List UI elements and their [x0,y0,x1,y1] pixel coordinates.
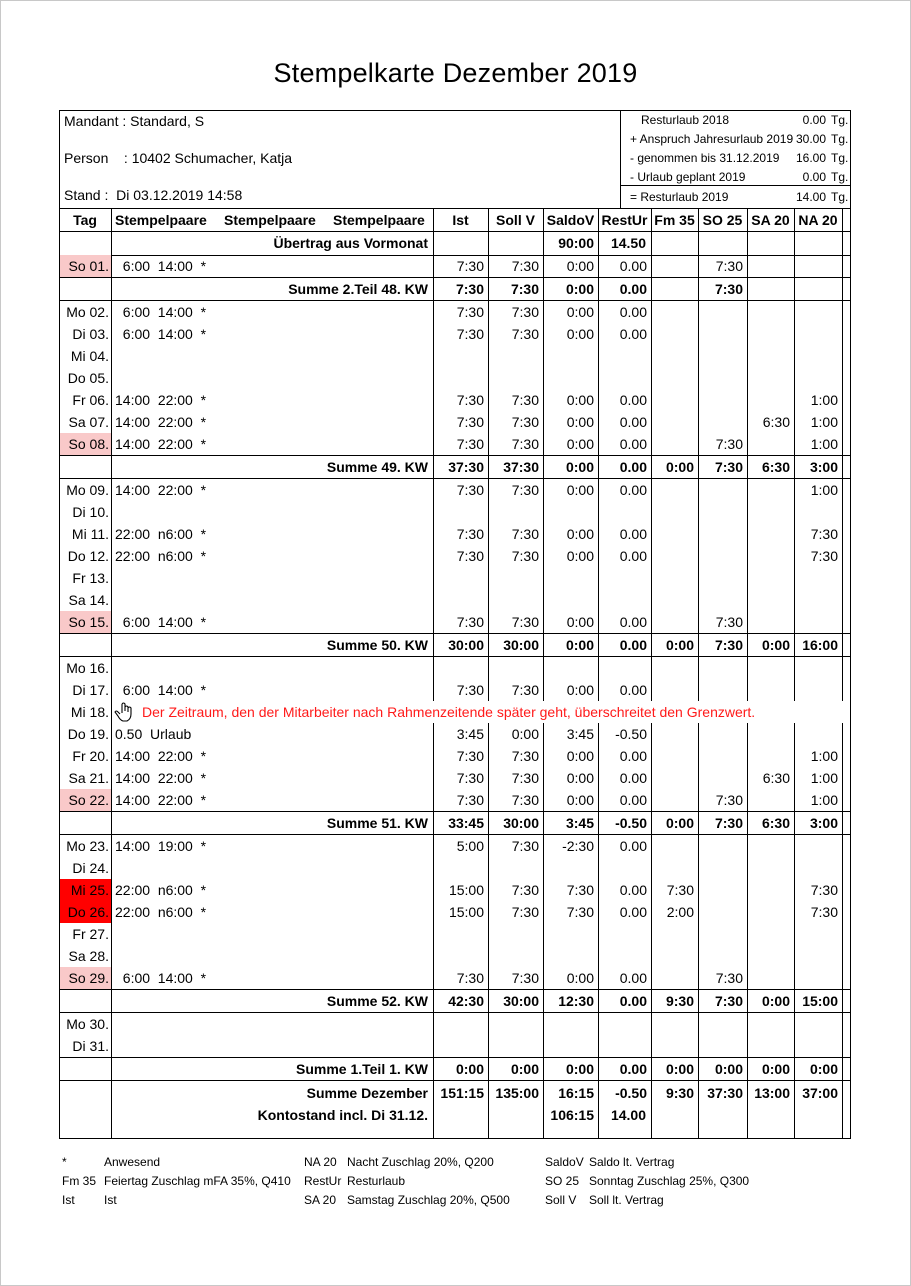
col-stempelpaare: Stempelpaare [224,212,316,228]
value-restur: 0.00 [619,304,647,320]
value-saldo: 0:00 [566,258,594,274]
vacation-value: 0.00 [802,170,826,184]
column-divider [842,208,843,1138]
col-ist: Ist [452,212,469,228]
month-total-ist: 151:15 [440,1085,484,1101]
day-label: So 15. [60,611,111,633]
sum-label: Summe 2.Teil 48. KW [288,281,428,297]
day-label: Sa 14. [68,592,109,608]
value-soll: 7:30 [511,436,539,452]
value-restur: 0.00 [619,838,647,854]
stamp-pairs: 22:00 n6:00 * [115,526,207,542]
value-saldo: 0:00 [566,392,594,408]
value-soll: 7:30 [511,770,539,786]
day-label: Fr 13. [72,570,109,586]
value-saldo: 7:30 [566,882,594,898]
legend-desc: Nacht Zuschlag 20%, Q200 [347,1155,494,1169]
value-na20: 7:30 [810,882,838,898]
month-total-sa20: 13:00 [754,1085,790,1101]
value-fm35: 2:00 [666,904,694,920]
value-soll: 7:30 [511,326,539,342]
sum-saldo: 0:00 [565,637,594,653]
sum-fm35: 0:00 [665,637,694,653]
sum-so25: 7:30 [714,815,743,831]
legend-key: Ist [62,1193,75,1207]
day-label: Di 24. [72,860,109,876]
value-so25: 7:30 [715,792,743,808]
value-sa20: 6:30 [762,414,790,430]
stamp-pairs: 22:00 n6:00 * [115,904,207,920]
day-label: Mo 09. [66,482,109,498]
value-ist: 7:30 [456,392,484,408]
vacation-divider [620,110,621,209]
value-saldo: 0:00 [566,682,594,698]
vacation-unit: Tg. [831,151,849,165]
col-saldo: SaldoV [546,212,595,228]
legend-key: * [62,1155,67,1169]
sum-soll: 7:30 [510,281,539,297]
value-soll: 7:30 [511,414,539,430]
col-stempelpaare: Stempelpaare [115,212,207,228]
day-label: Mo 02. [66,304,109,320]
sum-restur: 0.00 [619,281,647,297]
value-na20: 1:00 [810,392,838,408]
value-so25: 7:30 [715,970,743,986]
value-restur: 0.00 [619,682,647,698]
month-total-so25: 37:30 [707,1085,743,1101]
value-ist: 7:30 [456,414,484,430]
stamp-pairs: 6:00 14:00 * [115,614,207,630]
value-restur: 0.00 [619,970,647,986]
legend-desc: Sonntag Zuschlag 25%, Q300 [589,1174,750,1188]
day-label: Di 17. [72,682,109,698]
value-ist: 7:30 [456,326,484,342]
legend-desc: Saldo lt. Vertrag [589,1155,675,1169]
stamp-pairs: 14:00 22:00 * [115,748,207,764]
value-na20: 1:00 [810,436,838,452]
value-saldo: 0:00 [566,614,594,630]
sum-fm35: 0:00 [665,815,694,831]
value-restur: 0.00 [619,904,647,920]
day-label: Di 31. [72,1038,109,1054]
sum-restur: 0.00 [619,459,647,475]
value-saldo: 0:00 [566,526,594,542]
sum-soll: 30:00 [503,993,539,1009]
vacation-rule [620,185,851,186]
day-label: Mo 16. [66,660,109,676]
value-saldo: 0:00 [566,326,594,342]
value-ist: 7:30 [456,682,484,698]
carry-restur: 14.50 [610,235,646,251]
sum-so25: 7:30 [714,281,743,297]
sum-ist: 37:30 [448,459,484,475]
stamp-pairs: 14:00 22:00 * [115,482,207,498]
person-label: Person : 10402 Schumacher, Katja [64,150,293,166]
sum-so25: 7:30 [714,637,743,653]
sum-soll: 30:00 [503,637,539,653]
value-ist: 7:30 [456,526,484,542]
day-label: Mo 23. [66,838,109,854]
vacation-value: 30.00 [795,132,826,146]
vacation-value: 0.00 [802,113,826,127]
value-restur: -0.50 [615,726,647,742]
value-soll: 7:30 [511,392,539,408]
day-label: So 29. [60,967,111,989]
sum-sa20: 6:30 [761,459,790,475]
day-label: Do 12. [67,548,109,564]
day-label: Fr 06. [72,392,109,408]
day-label: Mi 18. [70,704,109,720]
day-label: Di 03. [72,326,109,342]
warning-text: Der Zeitraum, den der Mitarbeiter nach Rahmenzeitende später geht, überschreitet den Grenzwert. [142,704,756,720]
rule [59,656,851,657]
value-ist: 5:00 [456,838,484,854]
day-label: Sa 21. [68,770,109,786]
sum-restur: -0.50 [615,815,647,831]
column-divider [850,208,851,1138]
value-saldo: 0:00 [566,548,594,564]
balance-label: Kontostand incl. Di 31.12. [257,1107,428,1123]
day-label: Fr 27. [72,926,109,942]
sum-na20: 3:00 [809,815,838,831]
value-saldo: 0:00 [566,414,594,430]
value-ist: 7:30 [456,482,484,498]
month-total-saldo: 16:15 [558,1085,594,1101]
value-restur: 0.00 [619,326,647,342]
day-label: Mi 04. [70,348,109,364]
value-restur: 0.00 [619,414,647,430]
legend-key: RestUr [304,1174,342,1188]
value-saldo: 0:00 [566,436,594,452]
value-ist: 7:30 [456,614,484,630]
col-sa20: SA 20 [751,212,790,228]
value-restur: 0.00 [619,882,647,898]
value-restur: 0.00 [619,770,647,786]
day-label: Fr 20. [72,748,109,764]
sum-sa20 [747,278,790,300]
stamp-pairs: 6:00 14:00 * [115,304,207,320]
legend-key: Fm 35 [62,1174,97,1188]
stamp-pairs: 14:00 22:00 * [115,770,207,786]
warning-message [113,701,850,723]
sum-saldo: 0:00 [565,459,594,475]
sum-saldo: 12:30 [558,993,594,1009]
rule [59,1080,851,1081]
value-restur: 0.00 [619,482,647,498]
sum-na20: 0:00 [809,1061,838,1077]
value-fm35: 7:30 [666,882,694,898]
value-ist: 15:00 [448,904,484,920]
value-ist: 3:45 [456,726,484,742]
day-label: Sa 07. [68,414,109,430]
sum-ist: 42:30 [448,993,484,1009]
stamp-pairs: 0.50 Urlaub [115,726,192,742]
sum-label: Summe 1.Teil 1. KW [296,1061,428,1077]
sum-so25: 0:00 [714,1061,743,1077]
value-ist: 15:00 [448,882,484,898]
value-na20: 1:00 [810,792,838,808]
value-ist: 7:30 [456,258,484,274]
vacation-value: 16.00 [795,151,826,165]
stamp-pairs: 22:00 n6:00 * [115,882,207,898]
stamp-pairs: 14:00 22:00 * [115,392,207,408]
vacation-label: = Resturlaub 2019 [630,190,729,204]
value-soll: 7:30 [511,882,539,898]
value-ist: 7:30 [456,304,484,320]
value-na20: 1:00 [810,748,838,764]
sum-sa20: 0:00 [761,1061,790,1077]
legend-desc: Feiertag Zuschlag mFA 35%, Q410 [104,1174,291,1188]
col-restur: RestUr [601,212,648,228]
stamp-pairs: 22:00 n6:00 * [115,548,207,564]
col-so25: SO 25 [702,212,743,228]
value-soll: 7:30 [511,258,539,274]
rule [59,1012,851,1013]
value-saldo: 0:00 [566,792,594,808]
value-saldo: 0:00 [566,304,594,320]
vacation-unit: Tg. [831,113,849,127]
value-ist: 7:30 [456,548,484,564]
legend-desc: Resturlaub [347,1174,406,1188]
value-restur: 0.00 [619,258,647,274]
value-so25: 7:30 [715,258,743,274]
value-restur: 0.00 [619,748,647,764]
stamp-pairs: 6:00 14:00 * [115,258,207,274]
page-title: Stempelkarte Dezember 2019 [273,58,638,88]
value-saldo: 7:30 [566,904,594,920]
month-total-label: Summe Dezember [306,1085,428,1101]
stamp-pairs: 6:00 14:00 * [115,970,207,986]
legend-key: SA 20 [304,1193,337,1207]
value-sa20: 6:30 [762,770,790,786]
sum-fm35 [651,278,694,300]
legend-desc: Ist [104,1193,117,1207]
value-na20: 7:30 [810,904,838,920]
vacation-label: + Anspruch Jahresurlaub 2019 [630,132,794,146]
hand-pointer-icon [113,701,137,723]
vacation-unit: Tg. [831,170,849,184]
month-total-restur: -0.50 [615,1085,647,1101]
value-saldo: 3:45 [566,726,594,742]
day-label: So 01. [60,255,111,277]
value-restur: 0.00 [619,614,647,630]
value-restur: 0.00 [619,548,647,564]
sum-na20: 15:00 [802,993,838,1009]
stamp-pairs: 14:00 22:00 * [115,436,207,452]
stamp-pairs: 14:00 22:00 * [115,414,207,430]
vacation-unit: Tg. [831,190,849,204]
day-label: So 22. [60,789,111,811]
sum-na20: 3:00 [809,459,838,475]
sum-label: Summe 49. KW [326,459,428,475]
balance-saldo: 106:15 [550,1107,594,1123]
value-ist: 7:30 [456,970,484,986]
stand-label: Stand : Di 03.12.2019 14:58 [64,187,243,203]
day-label: So 08. [60,433,111,455]
stamp-pairs: 6:00 14:00 * [115,326,207,342]
sum-ist: 7:30 [455,281,484,297]
value-ist: 7:30 [456,770,484,786]
col-fm35: Fm 35 [654,212,695,228]
sum-fm35: 0:00 [665,459,694,475]
balance-restur: 14.00 [610,1107,646,1123]
sum-so25: 7:30 [714,459,743,475]
day-label: Di 10. [72,504,109,520]
value-so25: 7:30 [715,436,743,452]
day-label: Mi 11. [71,526,109,542]
value-restur: 0.00 [619,436,647,452]
value-soll: 7:30 [511,838,539,854]
value-saldo: 0:00 [566,482,594,498]
vacation-label: - genommen bis 31.12.2019 [630,151,780,165]
value-saldo: 0:00 [566,770,594,786]
sum-saldo: 0:00 [565,281,594,297]
sum-ist: 30:00 [448,637,484,653]
legend-desc: Samstag Zuschlag 20%, Q500 [347,1193,510,1207]
col-stempelpaare: Stempelpaare [333,212,425,228]
day-label: Sa 28. [68,948,109,964]
sum-saldo: 0:00 [565,1061,594,1077]
sum-saldo: 3:45 [565,815,594,831]
vacation-unit: Tg. [831,132,849,146]
day-label: Do 19. [67,726,109,742]
sum-soll: 37:30 [503,459,539,475]
sum-restur: 0.00 [619,637,647,653]
sum-sa20: 6:30 [761,815,790,831]
carry-saldo: 90:00 [558,235,594,251]
sum-label: Summe 52. KW [326,993,428,1009]
legend-key: Soll V [545,1193,577,1207]
value-na20: 1:00 [810,414,838,430]
legend-key: SaldoV [545,1155,584,1169]
value-restur: 0.00 [619,392,647,408]
value-restur: 0.00 [619,526,647,542]
day-label: Mi 25. [60,879,111,901]
col-na20: NA 20 [798,212,838,228]
sum-ist: 0:00 [455,1061,484,1077]
day-label: Do 26. [60,901,111,923]
month-total-na20: 37:00 [802,1085,838,1101]
legend-desc: Soll lt. Vertrag [589,1193,664,1207]
value-soll: 7:30 [511,682,539,698]
sum-fm35: 0:00 [665,1061,694,1077]
value-saldo: 0:00 [566,970,594,986]
month-total-fm35: 9:30 [665,1085,694,1101]
legend-desc: Anwesend [104,1155,161,1169]
value-ist: 7:30 [456,792,484,808]
month-total-soll: 135:00 [495,1085,539,1101]
value-soll: 7:30 [511,614,539,630]
day-label: Do 05. [67,370,109,386]
value-na20: 1:00 [810,482,838,498]
vacation-label: - Urlaub geplant 2019 [630,170,746,184]
sum-so25: 7:30 [714,993,743,1009]
sum-soll: 30:00 [503,815,539,831]
value-saldo: -2:30 [562,838,594,854]
value-soll: 0:00 [511,726,539,742]
sum-restur: 0.00 [619,993,647,1009]
value-soll: 7:30 [511,792,539,808]
stamp-pairs: 14:00 19:00 * [115,838,207,854]
legend-key: NA 20 [304,1155,337,1169]
value-soll: 7:30 [511,526,539,542]
value-so25: 7:30 [715,614,743,630]
legend-key: SO 25 [545,1174,580,1188]
vacation-label: Resturlaub 2018 [641,113,730,127]
value-soll: 7:30 [511,970,539,986]
value-saldo: 0:00 [566,748,594,764]
value-ist: 7:30 [456,436,484,452]
sum-na20: 16:00 [802,637,838,653]
value-soll: 7:30 [511,548,539,564]
day-label: Mo 30. [66,1016,109,1032]
value-soll: 7:30 [511,304,539,320]
sum-restur: 0.00 [619,1061,647,1077]
sum-label: Summe 51. KW [326,815,428,831]
vacation-value: 14.00 [795,190,826,204]
value-soll: 7:30 [511,904,539,920]
sum-sa20: 0:00 [761,637,790,653]
value-na20: 7:30 [810,548,838,564]
mandant-label: Mandant : Standard, S [64,113,205,129]
sum-soll: 0:00 [510,1061,539,1077]
col-soll: Soll V [496,212,535,228]
sum-label: Summe 50. KW [326,637,428,653]
col-tag: Tag [73,212,97,228]
sum-fm35: 9:30 [665,993,694,1009]
carry-label: Übertrag aus Vormonat [273,235,428,251]
stamp-pairs: 6:00 14:00 * [115,682,207,698]
value-na20: 1:00 [810,770,838,786]
stamp-pairs: 14:00 22:00 * [115,792,207,808]
sum-ist: 33:45 [448,815,484,831]
value-restur: 0.00 [619,792,647,808]
value-soll: 7:30 [511,748,539,764]
sum-sa20: 0:00 [761,993,790,1009]
value-na20: 7:30 [810,526,838,542]
value-soll: 7:30 [511,482,539,498]
sum-na20 [794,278,838,300]
value-ist: 7:30 [456,748,484,764]
